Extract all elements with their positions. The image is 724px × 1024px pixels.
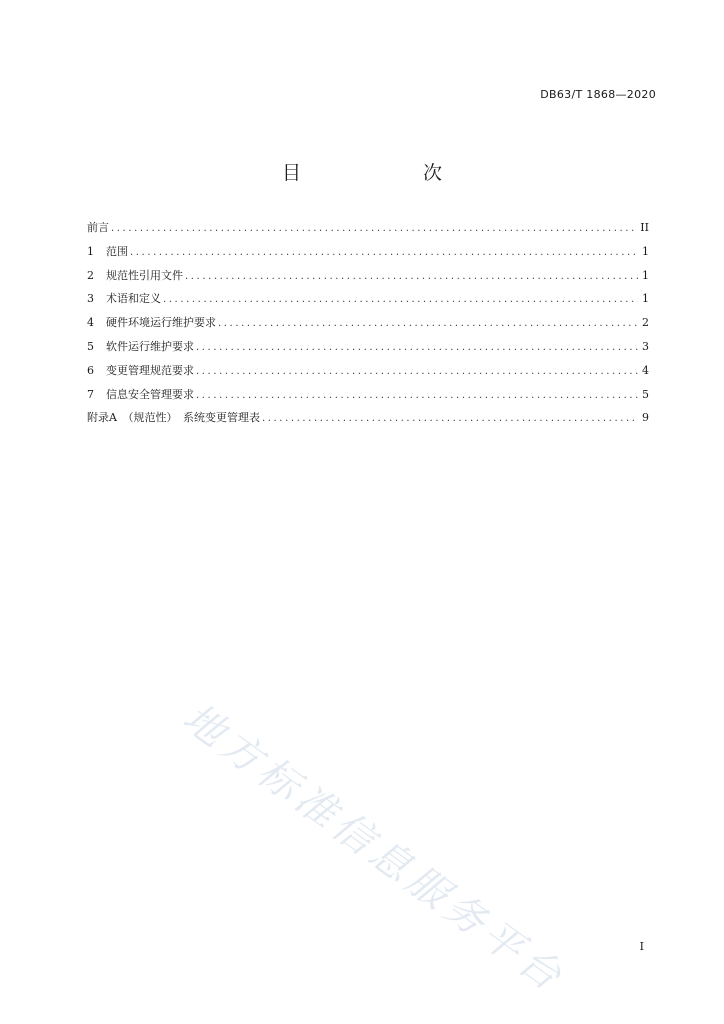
toc-entry-number: 5 (87, 339, 94, 353)
toc-entry-text: 软件运行维护要求 (106, 339, 194, 353)
toc-entry-page: 1 (642, 268, 649, 282)
toc-entry-text: 附录A （规范性） 系统变更管理表 (87, 411, 260, 425)
toc-leader-dots (196, 360, 638, 384)
toc-entry[interactable] (87, 287, 649, 311)
standard-code: DB63/T 1868—2020 (540, 88, 656, 101)
toc-entry-text: 硬件环境运行维护要求 (106, 316, 216, 330)
toc-leader-dots (163, 288, 638, 312)
toc-entry-text: 信息安全管理要求 (106, 387, 194, 401)
toc-entry[interactable] (87, 335, 649, 359)
toc-entry-label[interactable] (87, 264, 185, 288)
toc-entry-text: 规范性引用文件 (106, 268, 183, 282)
toc-entry-page: 5 (642, 387, 649, 401)
toc-entry-label[interactable] (87, 406, 262, 430)
toc-entry-text: 前言 (87, 221, 109, 234)
toc-entry[interactable] (87, 383, 649, 407)
table-of-contents (87, 216, 649, 430)
toc-entry-label[interactable] (87, 311, 218, 335)
toc-entry-number: 1 (87, 244, 94, 258)
toc-leader-dots (185, 265, 638, 289)
toc-entry-label[interactable] (87, 383, 196, 407)
toc-entry-number: 2 (87, 268, 94, 282)
toc-entry-number: 6 (87, 363, 94, 377)
toc-entry[interactable] (87, 264, 649, 288)
toc-entry[interactable] (87, 311, 649, 335)
toc-leader-dots (196, 384, 638, 408)
toc-entry-page: 1 (642, 244, 649, 258)
toc-entry-number: 4 (87, 316, 94, 330)
page-number: I (639, 940, 644, 953)
toc-entry-page: 4 (642, 363, 649, 377)
toc-entry-page: 1 (642, 292, 649, 306)
toc-entry-number: 7 (87, 387, 94, 401)
toc-leader-dots (218, 312, 638, 336)
toc-leader-dots (262, 407, 638, 431)
toc-leader-dots (130, 241, 638, 265)
toc-entry[interactable] (87, 359, 649, 383)
toc-entry-text: 变更管理规范要求 (106, 363, 194, 377)
toc-entry[interactable] (87, 216, 649, 240)
toc-entry-text: 术语和定义 (106, 292, 161, 306)
toc-entry-label[interactable] (87, 240, 130, 264)
toc-entry-label[interactable] (87, 359, 196, 383)
toc-entry-number: 3 (87, 292, 94, 306)
toc-entry-text: 范围 (106, 244, 128, 258)
toc-entry-page: 9 (642, 411, 649, 425)
toc-entry-label[interactable] (87, 287, 163, 311)
toc-entry-page: II (640, 221, 649, 234)
toc-leader-dots (196, 336, 638, 360)
watermark: 地方标准信息服务平台 (174, 694, 574, 1003)
toc-entry-label[interactable] (87, 216, 111, 240)
toc-entry-page: 3 (642, 339, 649, 353)
page-title: 目 次 (281, 162, 470, 184)
toc-leader-dots (111, 217, 636, 241)
toc-entry[interactable] (87, 406, 649, 430)
toc-entry[interactable] (87, 240, 649, 264)
toc-entry-label[interactable] (87, 335, 196, 359)
toc-entry-page: 2 (642, 316, 649, 330)
